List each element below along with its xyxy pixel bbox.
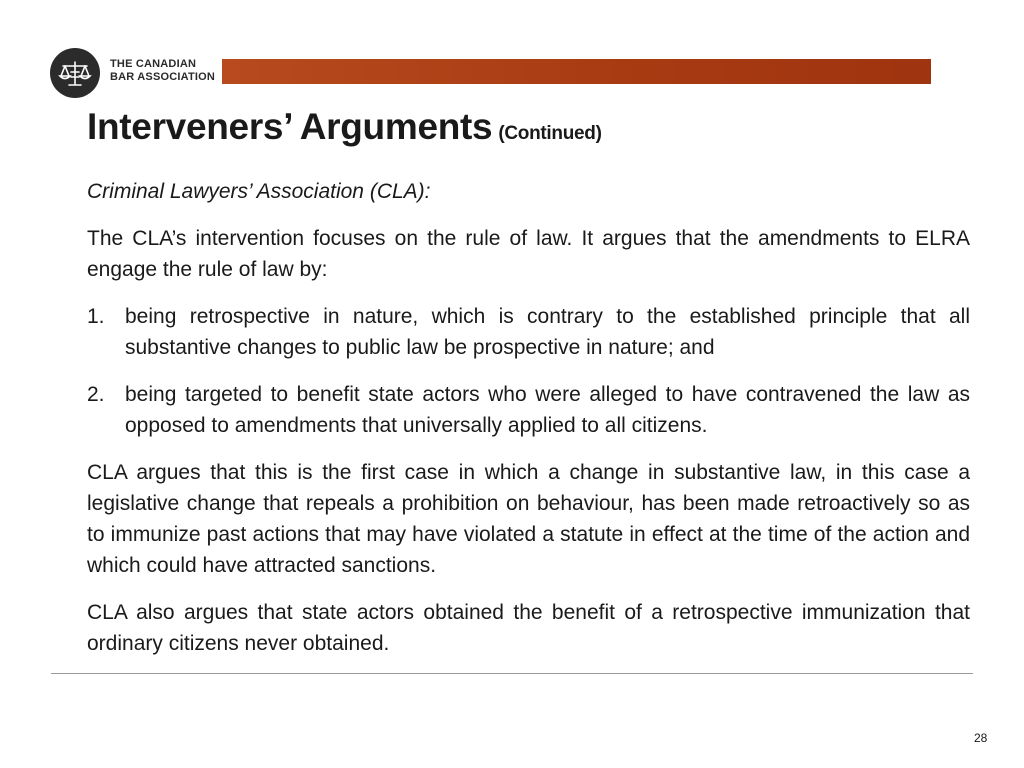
header-accent-bar xyxy=(222,59,931,84)
argument-list xyxy=(87,301,970,441)
slide-title-text: Interveners’ Arguments xyxy=(87,106,493,147)
list-item-number: 2. xyxy=(87,383,105,406)
list-item-number: 1. xyxy=(87,305,105,328)
logo-line-2: BAR ASSOCIATION xyxy=(110,71,216,83)
page-number: 28 xyxy=(974,731,988,745)
slide-title xyxy=(87,106,602,148)
logo-line-1: THE CANADIAN xyxy=(110,58,197,70)
list-item xyxy=(87,301,970,363)
logo-wordmark xyxy=(110,58,215,84)
scales-of-justice-icon xyxy=(50,48,100,98)
footer-divider xyxy=(51,673,973,674)
list-item xyxy=(87,379,970,441)
section-subtitle: Criminal Lawyers’ Association (CLA): xyxy=(87,180,431,203)
list-item-text: being retrospective in nature, which is contrary to the established principle that all substantive changes to public law be prospective in nature; and xyxy=(125,305,970,359)
cba-logo xyxy=(50,48,220,98)
body-paragraph-2: CLA argues that this is the first case in which a change in substantive law, in this case a legislative change that repeals a prohibition on behaviour, has been made retroactively so as to immunize past actions that may have violated a statute in effect at the time of the action and which could have attracted sanctions. xyxy=(87,461,970,577)
intro-paragraph: The CLA’s intervention focuses on the rule of law. It argues that the amendments to ELRA engage the rule of law by: xyxy=(87,227,970,281)
body-paragraph-3: CLA also argues that state actors obtained the benefit of a retrospective immunization that ordinary citizens never obtained. xyxy=(87,601,970,655)
list-item-text: being targeted to benefit state actors who were alleged to have contravened the law as opposed to amendments that universally applied to all citizens. xyxy=(125,383,970,437)
slide-body xyxy=(87,176,970,675)
slide-title-suffix: (Continued) xyxy=(498,123,602,144)
